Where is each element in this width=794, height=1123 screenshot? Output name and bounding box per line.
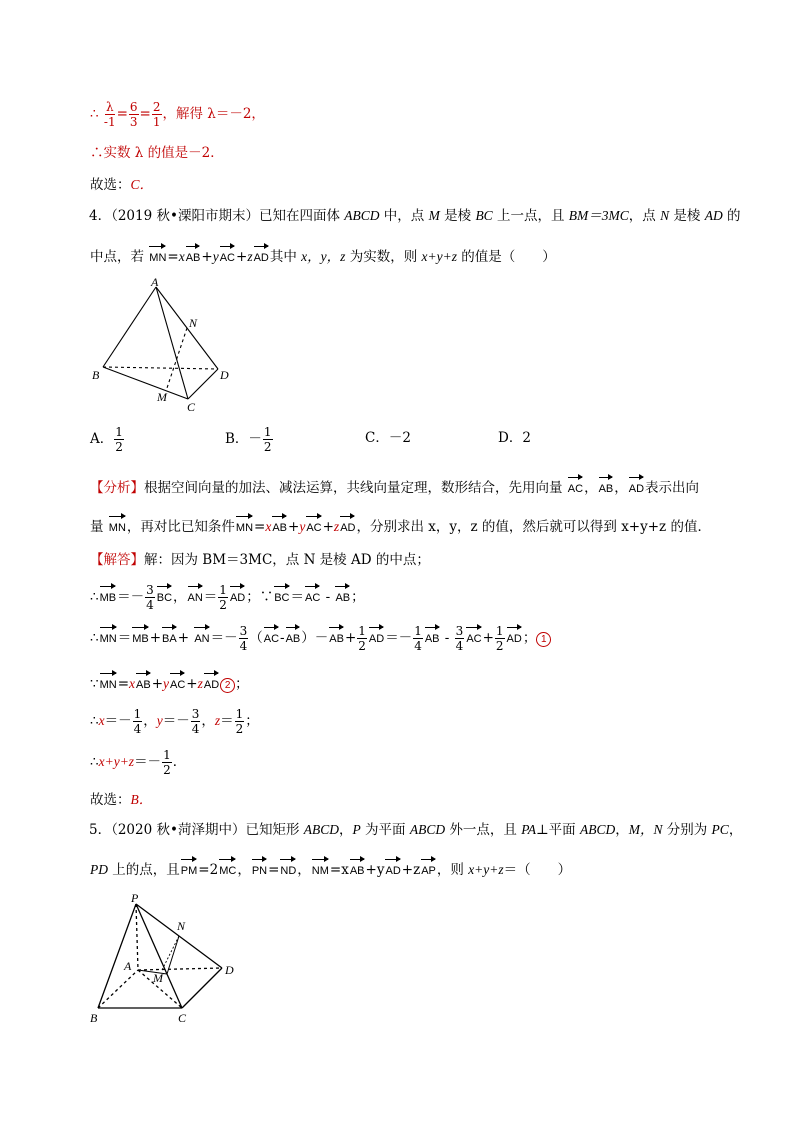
q4-solution-line-2: ∴MB＝－ $\frac{3}{4}$ BC，AN＝ $\frac{1}{2}$ AD；∵BC＝AC - AB；	[90, 583, 365, 612]
q5-stem-line-1: 5．（2020 秋•菏泽期中）已知矩形 ABCD，P 为平面 ABCD 外一点，且 PA⊥平面 ABCD，M，N 分别为 PC，	[89, 822, 743, 838]
prev-line-2: ∴实数 λ 的值是－2．	[90, 145, 224, 161]
fraction: $\frac{1}{2}$	[263, 425, 272, 454]
vertex-label-n: N	[189, 316, 198, 330]
q4-solution-line-4: ∵MN=xAB+yAC+zAD 2 ；	[90, 670, 249, 695]
vertex-label-c: C	[187, 400, 196, 414]
vertex-label-d: D	[220, 368, 229, 382]
q5-pyramid-figure	[86, 888, 246, 1028]
q4-solution-line-1: 【解答】解：因为 BM＝3MC，点 N 是棱 AD 的中点；	[90, 552, 430, 568]
fraction: $\frac{2}{1}$	[152, 100, 161, 129]
q4-option-c[interactable]: C．－2	[365, 430, 411, 446]
q4-stem-line-1: 4．（2019 秋•溧阳市期末）已知在四面体 ABCD 中，点 M 是棱 BC 上一点，且 BM＝3MC，点 N 是棱 AD 的	[89, 208, 741, 224]
fraction: $\frac{\lambda}{-1}$	[103, 100, 116, 129]
prev-answer: 故选：C．	[90, 177, 154, 193]
vertex-label-a: A	[124, 959, 132, 973]
fraction: $\frac{1}{2}$	[115, 425, 123, 454]
vertex-label-m: M	[153, 971, 163, 985]
vertex-label-b: B	[92, 368, 100, 382]
circled-number-2: 2	[220, 678, 235, 693]
q4-option-b[interactable]: B．－ $\frac{1}{2}$	[225, 425, 272, 454]
q4-solution-line-3: ∴MN＝MB+BA+ AN＝－ $\frac{3}{4}$ （AC-AB）－AB+ $\frac{1}{2}$ AD＝－ $\frac{1}{4}$ AB - $\frac{3}{4}$ AC+ $\frac{1}{2}$ AD； 1	[90, 624, 551, 653]
vertex-label-p: P	[131, 891, 139, 905]
circled-number-1: 1	[536, 632, 551, 647]
vertex-label-b: B	[90, 1011, 98, 1025]
q4-solution-line-5: ∴x＝－ $\frac{1}{4}$ ，y＝－ $\frac{3}{4}$ ，z＝ $\frac{1}{2}$ ；	[90, 707, 259, 736]
fraction: $\frac{6}{3}$	[129, 100, 138, 129]
vertex-label-n: N	[177, 919, 186, 933]
vertex-label-a: A	[151, 275, 159, 289]
vertex-label-d: D	[225, 963, 234, 977]
q5-stem-line-2: PD 上的点，且PM=2MC，PN=ND，NM=xAB+yAD+zAP，则 x+y+z＝（ ）	[90, 856, 571, 881]
q4-option-a[interactable]: A． $\frac{1}{2}$	[90, 425, 123, 454]
q4-solution-line-6: ∴x+y+z＝－ $\frac{1}{2}$ ．	[90, 748, 187, 777]
q4-analysis-line-2: 量 MN，再对比已知条件MN=xAB+yAC+zAD，分别求出 x，y，z 的值，然后就可以得到 x+y+z 的值．	[90, 513, 711, 538]
q4-analysis-line-1: 【分析】根据空间向量的加法、减法运算，共线向量定理，数形结合，先用向量 AC，AB，AD表示出向	[90, 474, 699, 499]
q4-answer: 故选：B．	[90, 792, 153, 808]
vertex-label-c: C	[178, 1011, 187, 1025]
prev-line-1: ∴ $\frac{\lambda}{-1}$ = $\frac{6}{3}$ = $\frac{2}{1}$ ，解得 λ＝－2，	[90, 100, 265, 129]
q4-option-d[interactable]: D．2	[498, 430, 531, 446]
q4-tetrahedron-figure	[88, 275, 248, 415]
q4-stem-line-2: 中点，若 MN=xAB+yAC+zAD其中 x，y，z 为实数，则 x+y+z 的值是（ ）	[90, 243, 556, 268]
vertex-label-m: M	[157, 390, 167, 404]
